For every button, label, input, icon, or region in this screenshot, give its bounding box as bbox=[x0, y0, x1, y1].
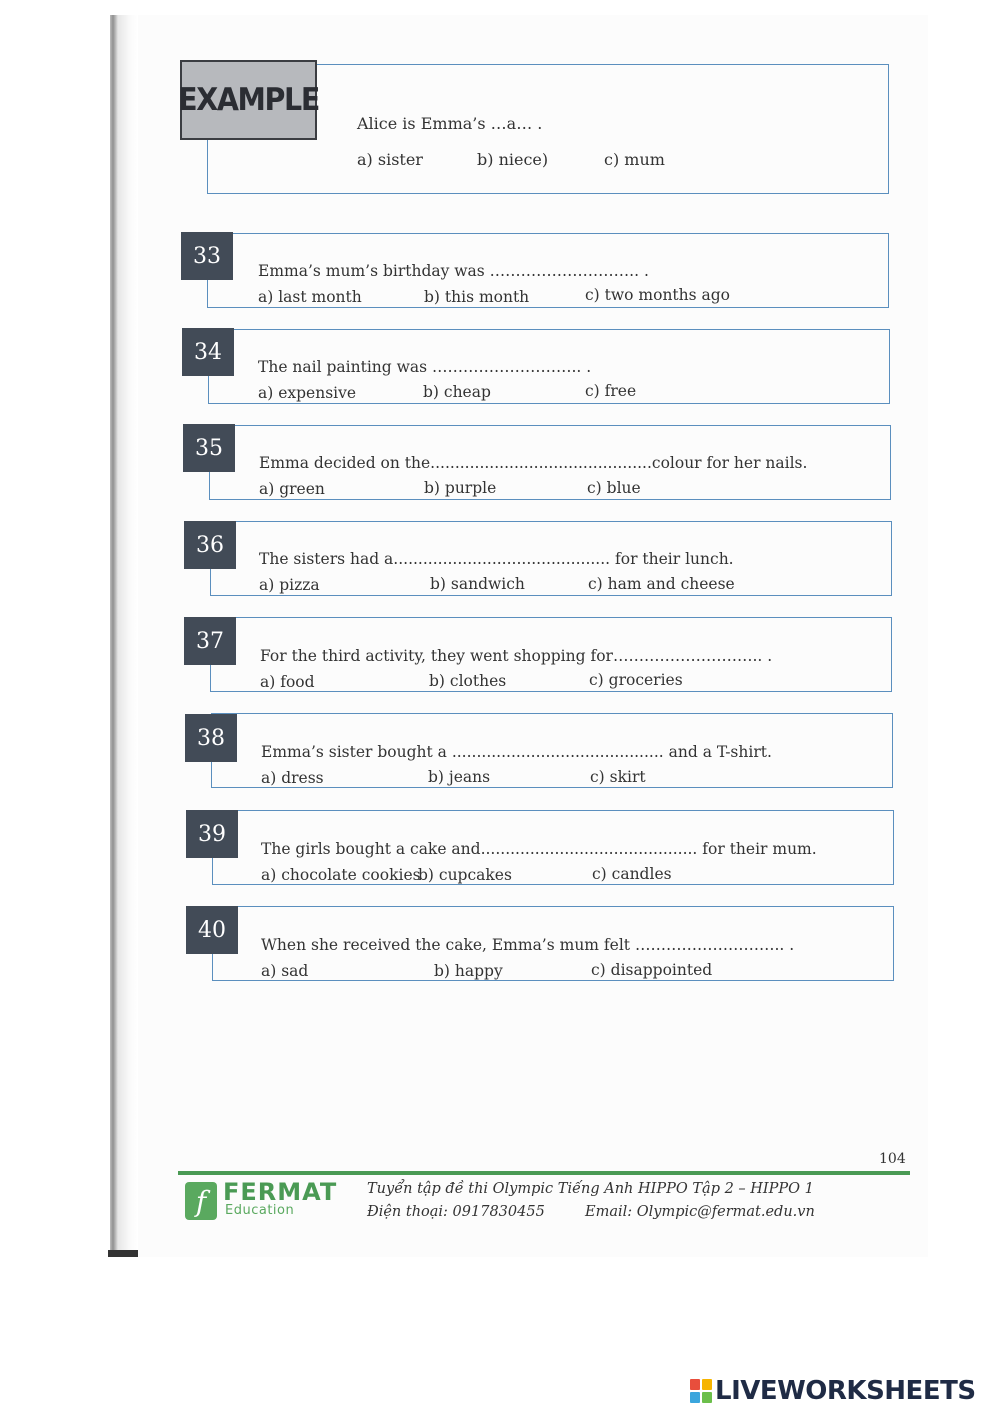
option-c[interactable]: c) candles bbox=[592, 865, 672, 883]
option-b[interactable]: b) purple bbox=[424, 479, 497, 497]
example-option-b: b) niece) bbox=[477, 150, 549, 169]
option-b[interactable]: b) jeans bbox=[428, 768, 491, 786]
question-number: 34 bbox=[182, 328, 234, 376]
option-c[interactable]: c) two months ago bbox=[585, 286, 731, 304]
question-text: When she received the cake, Emma’s mum felt ……………………….. . bbox=[261, 936, 795, 954]
option-a[interactable]: a) green bbox=[259, 480, 325, 498]
question-number: 36 bbox=[184, 521, 236, 569]
question-text: The girls bought a cake and............................................ for their mum. bbox=[261, 840, 817, 858]
example-option-a: a) sister bbox=[357, 150, 423, 169]
question-number: 38 bbox=[185, 714, 237, 762]
option-a[interactable]: a) last month bbox=[258, 288, 362, 306]
fermat-f-icon: f bbox=[185, 1182, 217, 1220]
liveworksheets-icon bbox=[690, 1379, 712, 1403]
footer-book-title: Tuyển tập đề thi Olympic Tiếng Anh HIPPO Tập 2 – HIPPO 1 bbox=[367, 1181, 814, 1197]
example-badge bbox=[180, 60, 317, 140]
question-number: 39 bbox=[186, 810, 238, 858]
question-text: Emma decided on the.............................................colour for her nails. bbox=[259, 454, 808, 472]
question-number: 37 bbox=[184, 617, 236, 665]
liveworksheets-watermark bbox=[690, 1374, 976, 1408]
option-b[interactable]: b) cheap bbox=[423, 383, 491, 401]
option-b[interactable]: b) cupcakes bbox=[418, 866, 512, 884]
option-a[interactable]: a) sad bbox=[261, 962, 309, 980]
book-binding-edge bbox=[108, 1250, 140, 1257]
fermat-logo bbox=[185, 1178, 360, 1226]
question-text: Emma’s mum’s birthday was ……………………….. . bbox=[258, 262, 649, 280]
option-a[interactable]: a) expensive bbox=[258, 384, 357, 402]
option-c[interactable]: c) ham and cheese bbox=[588, 575, 735, 593]
option-b[interactable]: b) clothes bbox=[429, 672, 507, 690]
footer-email: Email: Olympic@fermat.edu.vn bbox=[585, 1204, 815, 1220]
question-text: The nail painting was ……………………….. . bbox=[258, 358, 592, 376]
example-option-c: c) mum bbox=[604, 150, 665, 169]
question-text: The sisters had a............................................ for their lunch. bbox=[259, 550, 734, 568]
option-c[interactable]: c) disappointed bbox=[591, 961, 713, 979]
footer-divider bbox=[178, 1171, 910, 1175]
option-c[interactable]: c) skirt bbox=[590, 768, 646, 786]
footer-phone: Điện thoại: 0917830455 bbox=[367, 1204, 545, 1220]
liveworksheets-text: LIVEWORKSHEETS bbox=[715, 1376, 976, 1406]
question-number: 35 bbox=[183, 424, 235, 472]
question-text: For the third activity, they went shopping for……………………….. . bbox=[260, 647, 773, 665]
example-question: Alice is Emma’s …a… . bbox=[357, 114, 543, 133]
example-badge-label: EXAMPLE bbox=[178, 82, 319, 118]
question-number: 33 bbox=[181, 232, 233, 280]
option-a[interactable]: a) food bbox=[260, 673, 315, 691]
option-c[interactable]: c) free bbox=[585, 382, 637, 400]
fermat-brand-name: FERMAT bbox=[223, 1178, 338, 1206]
book-binding-shadow bbox=[110, 15, 138, 1257]
option-c[interactable]: c) blue bbox=[587, 479, 641, 497]
question-number: 40 bbox=[186, 906, 238, 954]
option-b[interactable]: b) this month bbox=[424, 288, 530, 306]
option-a[interactable]: a) pizza bbox=[259, 576, 320, 594]
fermat-brand-sub: Education bbox=[225, 1203, 295, 1218]
page-number: 104 bbox=[879, 1151, 906, 1167]
option-a[interactable]: a) chocolate cookies bbox=[261, 866, 421, 884]
option-b[interactable]: b) happy bbox=[434, 962, 503, 980]
question-text: Emma’s sister bought a ........................................... and a T-shirt. bbox=[261, 743, 772, 761]
option-a[interactable]: a) dress bbox=[261, 769, 324, 787]
option-b[interactable]: b) sandwich bbox=[430, 575, 525, 593]
option-c[interactable]: c) groceries bbox=[589, 671, 683, 689]
